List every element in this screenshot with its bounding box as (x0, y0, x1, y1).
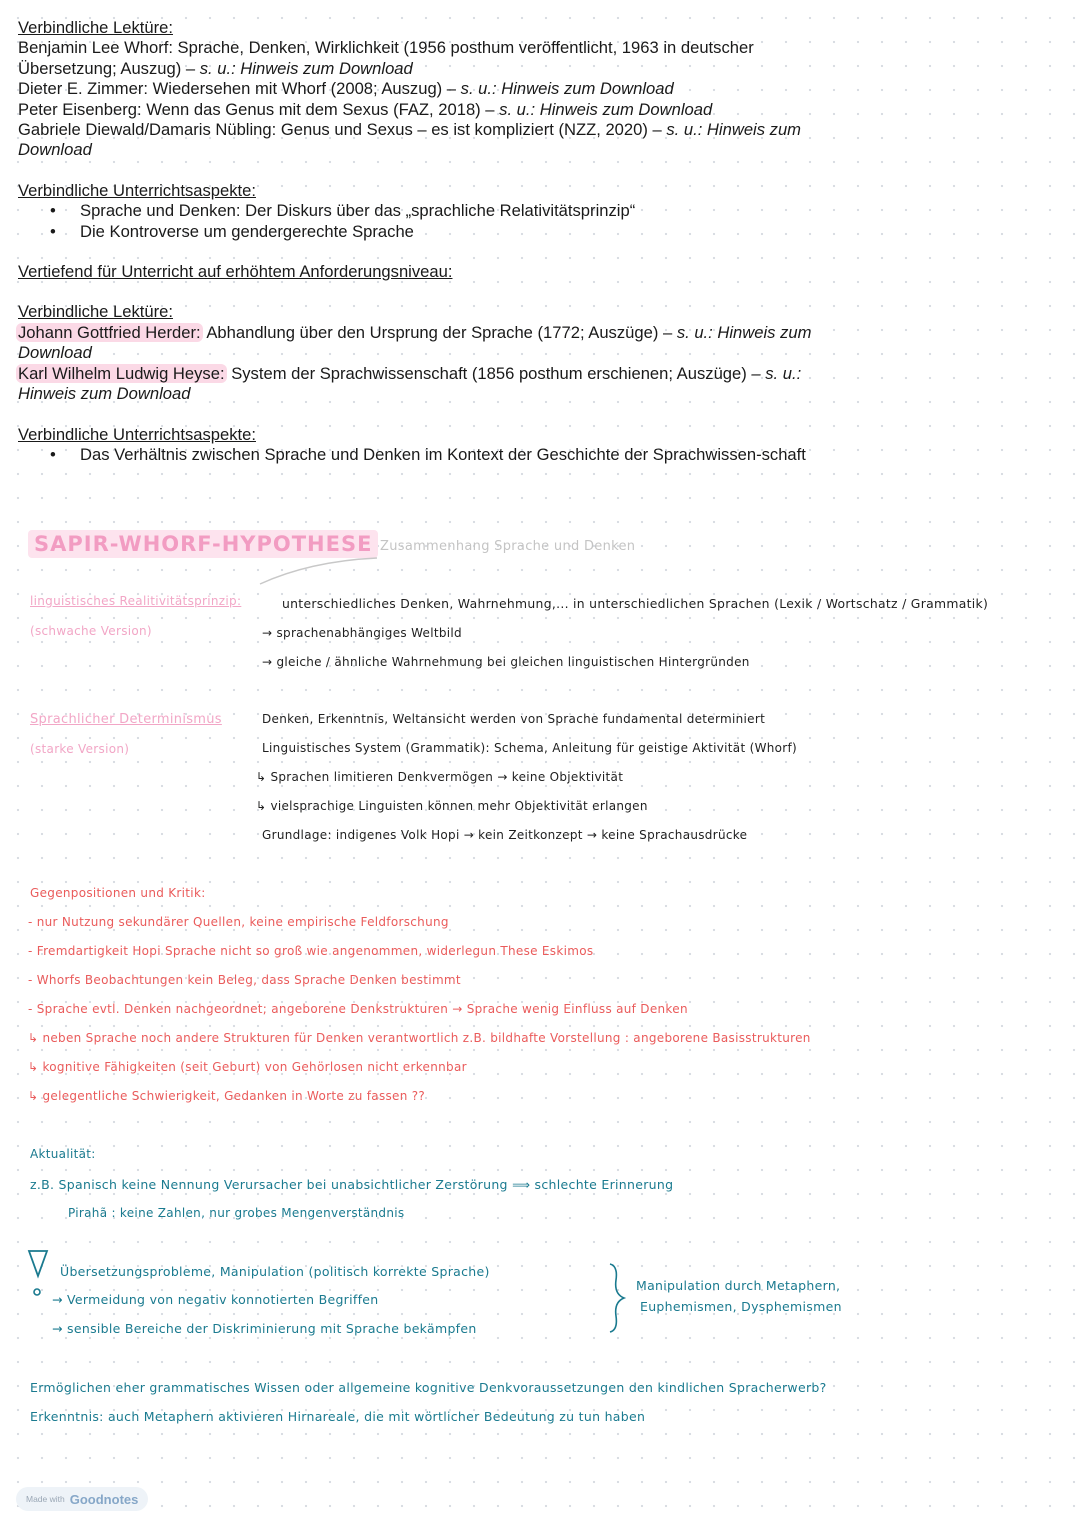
notes-subtitle: Zusammenhang Sprache und Denken (380, 539, 636, 554)
weak-line: → gleiche / ähnliche Wahrnehmung bei gleichen linguistischen Hintergründen (262, 655, 750, 669)
badge-brand: Goodnotes (69, 1491, 139, 1507)
strong-line: Grundlage: indigenes Volk Hopi → kein Zeitkonzept → keine Sprachausdrücke (262, 828, 748, 842)
heading-lektuere-2: Verbindliche Lektüre: (18, 302, 173, 322)
reading-zimmer: Dieter E. Zimmer: Wiedersehen mit Whorf (2008; Auszug) – s. u.: Hinweis zum Download (18, 79, 674, 99)
critique-item: - Sprache evtl. Denken nachgeordnet; angeborene Denkstrukturen → Sprache wenig Einfluss auf Denken (28, 1002, 688, 1016)
translation-line: → sensible Bereiche der Diskriminierung mit Sprache bekämpfen (52, 1321, 477, 1336)
critique-item: ↳ gelegentliche Schwierigkeit, Gedanken in Worte zu fassen ?? (28, 1089, 426, 1103)
bullet-item: • Sprache und Denken: Der Diskurs über das „sprachliche Relativitätsprinzip“ (18, 201, 838, 221)
typed-syllabus (18, 18, 838, 465)
critique-item: ↳ kognitive Fähigkeiten (seit Geburt) von Gehörlosen nicht erkennbar (28, 1060, 467, 1074)
manipulation-line: Manipulation durch Metaphern, (636, 1278, 841, 1293)
critique-item: - Fremdartigkeit Hopi Sprache nicht so groß wie angenommen, widerlegun These Eskimos (28, 944, 594, 958)
insight-line: Erkenntnis: auch Metaphern aktivieren Hirnareale, die mit wörtlicher Bedeutung zu tun haben (30, 1409, 646, 1424)
critique-item: - Whorfs Beobachtungen kein Beleg, dass Sprache Denken bestimmt (28, 973, 461, 987)
bullet-item: • Das Verhältnis zwischen Sprache und Denken im Kontext der Geschichte der Sprachwissen-schaft (18, 445, 838, 465)
actuality-item: z.B. Spanisch keine Nennung Verursacher bei unabsichtlicher Zerstörung ⟹ schlechte Erinnerung (30, 1177, 674, 1192)
strong-label: Sprachlicher Determinismus (30, 712, 222, 727)
reading-herder: Johann Gottfried Herder: Abhandlung über den Ursprung der Sprache (1772; Auszüge) – s. u.: Hinweis zum Download (18, 322, 812, 363)
notes-title: SAPIR-WHORF-HYPOTHESE (28, 530, 378, 558)
reading-whorf: Benjamin Lee Whorf: Sprache, Denken, Wirklichkeit (1956 posthum veröffentlicht, 1963 in deutscher Übersetzung; Auszug) – s. u.: Hinweis zum Download (18, 38, 754, 78)
reading-diewald: Gabriele Diewald/Damaris Nübling: Genus und Sexus – es ist kompliziert (NZZ, 2020) – s. u.: Hinweis zum Download (18, 120, 801, 160)
manipulation-line: Euphemismen, Dysphemismen (640, 1299, 842, 1314)
actuality-item: Pirahã : keine Zahlen, nur grobes Mengenverständnis (68, 1206, 405, 1220)
strong-sub: (starke Version) (30, 742, 130, 756)
bullet-item: • Die Kontroverse um gendergerechte Sprache (18, 222, 838, 242)
critique-item: - nur Nutzung sekundärer Quellen, keine empirische Feldforschung (28, 915, 449, 929)
weak-line: unterschiedliches Denken, Wahrnehmung,... in unterschiedlichen Sprachen (Lexik / Wortschatz / Grammatik) (282, 596, 989, 611)
critique-heading: Gegenpositionen und Kritik: (30, 886, 206, 900)
goodnotes-badge[interactable] (16, 1487, 148, 1511)
heading-aspekte: Verbindliche Unterrichtsaspekte: (18, 180, 256, 200)
heading-vertiefend: Vertiefend für Unterricht auf erhöhtem Anforderungsniveau: (18, 262, 453, 282)
weak-line: → sprachenabhängiges Weltbild (262, 626, 462, 640)
brace-icon (604, 1262, 630, 1334)
weak-label: linguistisches Realitivitätsprinzip: (30, 594, 242, 608)
reading-heyse: Karl Wilhelm Ludwig Heyse: System der Sprachwissenschaft (1856 posthum erschienen; Auszüge) – s. u.: Hinweis zum Download (18, 363, 802, 404)
translation-line: → Vermeidung von negativ konnotierten Begriffen (52, 1292, 379, 1307)
reading-eisenberg: Peter Eisenberg: Wenn das Genus mit dem Sexus (FAZ, 2018) – s. u.: Hinweis zum Download (18, 99, 713, 119)
strong-line: ↳ Sprachen limitieren Denkvermögen → keine Objektivität (256, 770, 624, 784)
strong-line: ↳ vielsprachige Linguisten können mehr Objektivität erlangen (256, 799, 648, 813)
heading-aspekte-2: Verbindliche Unterrichtsaspekte: (18, 424, 256, 444)
weak-sub: (schwache Version) (30, 624, 152, 638)
critique-item: ↳ neben Sprache noch andere Strukturen für Denken verantwortlich z.B. bildhafte Vorstellung : angeborene Basisstrukturen (28, 1031, 811, 1045)
warning-triangle-icon (26, 1248, 50, 1300)
arrow-icon (255, 548, 385, 588)
badge-made-with: Made with (26, 1494, 65, 1504)
question-line: Ermöglichen eher grammatisches Wissen oder allgemeine kognitive Denkvoraussetzungen den kindlichen Spracherwerb? (30, 1380, 827, 1395)
translation-line: Übersetzungsprobleme, Manipulation (politisch korrekte Sprache) (60, 1264, 490, 1279)
strong-line: Linguistisches System (Grammatik): Schema, Anleitung für geistige Aktivität (Whorf) (262, 741, 798, 755)
actuality-heading: Aktualität: (30, 1147, 96, 1161)
strong-line: Denken, Erkenntnis, Weltansicht werden von Sprache fundamental determiniert (262, 712, 766, 726)
heading-lektuere: Verbindliche Lektüre: (18, 18, 173, 37)
